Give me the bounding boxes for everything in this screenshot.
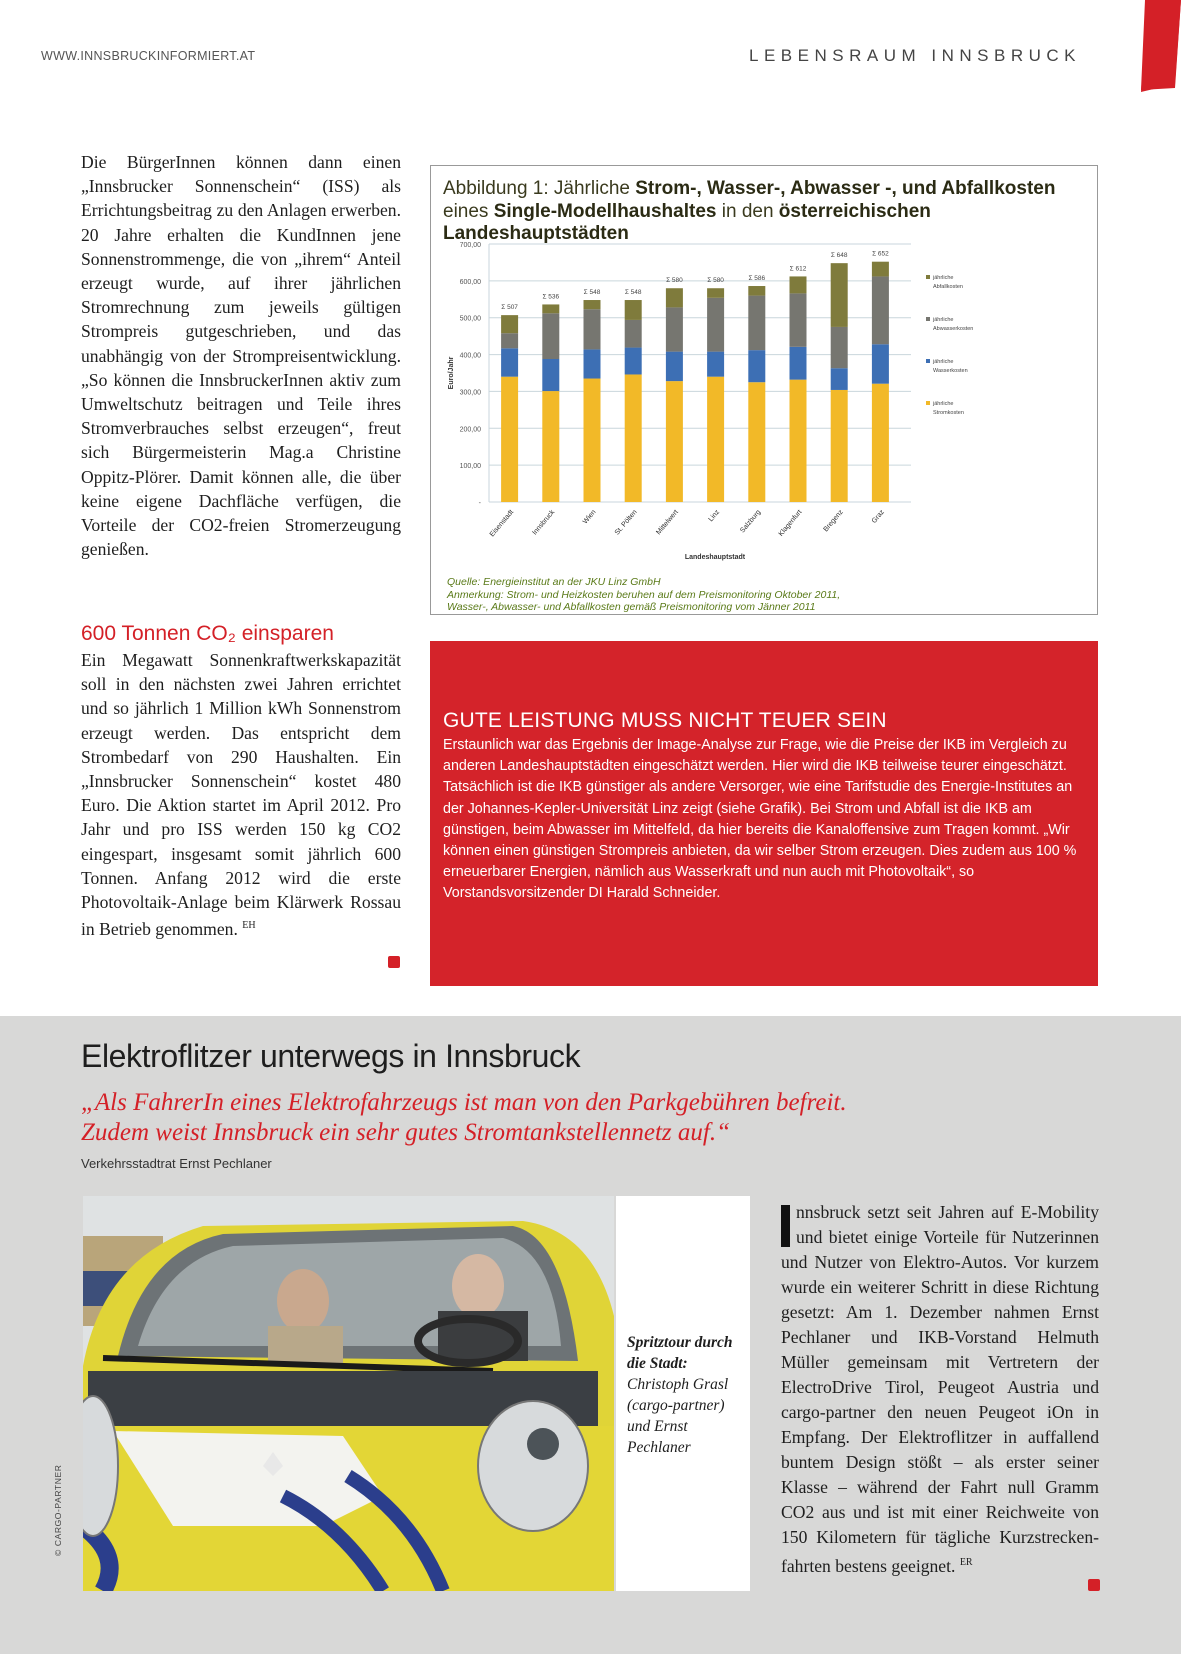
bar-total-label: Σ 548 (624, 289, 642, 297)
y-tick-label: 400,00 (459, 352, 481, 360)
cost-comparison-chart (430, 165, 1098, 615)
bar-segment (584, 309, 601, 349)
photo-caption-box (616, 1196, 750, 1591)
bar-segment (831, 368, 848, 390)
infobox-body: Erstaunlich war das Ergebnis der Image-Analyse zur Frage, wie die Preise der IKB im Vergleich zu anderen Landeshauptstädten eingeschätzt werden. Hier wird die IKB teilweise teurer eingeschätzt. Tatsächlich ist die IKB günstiger als andere Versorger, wie eine Tarifstudie des Energie-Institutes an der Johannes-Kepler-Universität Linz zeigt (siehe Grafik). Bei Strom und Abfall ist die IKB am günstigen, beim Abwasser im Mittelfeld, da hier bereits die Kanaloffensive zum Tragen kommt. „Wir können einen günstigen Strompreis anbieten, da wir selber Strom erzeugen. Dies zudem aus 100 % erneuerbarer Energien, nämlich aus Wasserkraft und nun auch mit Photovoltaik“, so Vorstandsvorsitzender DI Harald Schneider. (443, 737, 1077, 902)
bar-segment (666, 307, 683, 351)
bar-total-label: Σ 648 (830, 252, 848, 260)
car-illustration (83, 1196, 614, 1591)
bar-segment (872, 276, 889, 344)
bar-segment (501, 377, 518, 502)
paragraph: Ein Megawatt Sonnenkraftwerkskapazität soll in den nächsten zwei Jahren errichtet und so jährlich 1 Million kWh Sonnenstrom erzeugt werden. Das entspricht dem Strombedarf von 290 Haushalten. Ein „Innsbrucker Sonnenschein“ kostet 480 Euro. Die Aktion startet im April 2012. Pro Jahr und pro ISS werden 150 kg CO2 eingespart, insgesamt somit jährlich 600 Tonnen. Anfang 2012 wird die erste Photovoltaik-Anlage beim Klärwerk Rossau in Betrieb genommen. (81, 650, 401, 940)
stacked-bar-chart (431, 221, 1097, 576)
bar-segment (748, 286, 765, 296)
bar-segment (542, 391, 559, 502)
y-axis-label: Euro/Jahr (448, 356, 455, 390)
legend-label: Abwasserkosten (933, 326, 974, 332)
bar-segment (501, 315, 518, 333)
x-tick-label: Salzburg (739, 508, 763, 535)
legend-label: jährliche (933, 359, 954, 365)
bar-segment (790, 276, 807, 293)
bar-segment (625, 348, 642, 375)
bar-segment (790, 380, 807, 502)
bar-total-label: Σ 580 (666, 277, 683, 285)
paragraph: Die BürgerInnen können dann einen „Innsbrucker Sonnenschein“ (ISS) als Errichtungsbeitrag zu den Anlagen erwerben. 20 Jahre erhalten die KundInnen jene Sonnenstrommenge, die von „ihrem“ Anteil erzeugt wurde, auf ihrer jährlichen Stromrechnung zum jeweils gültigen Strompreis gutgeschrieben, und das unabhängig von der Strompreisentwicklung. „So können die InnsbruckerInnen aktiv zum Umweltschutz beitragen und Teile ihres Stromverbrauches selbst erzeugen“, freut sich Bürgermeisterin Mag.a Christine Oppitz-Plörer. Damit können alle, die über keine eigene Dachfläche verfügen, die Vorteile der CO2-freien Stromerzeugung genießen. (81, 152, 401, 560)
photo-caption (627, 1332, 747, 1458)
bar-segment (831, 327, 848, 368)
quote-author: Verkehrsstadtrat Ernst Pechlaner (81, 1156, 272, 1171)
bar-segment (748, 350, 765, 382)
bar-segment (542, 359, 559, 391)
bar-segment (872, 344, 889, 383)
article-emobility-body (781, 1200, 1099, 1579)
paragraph: nnsbruck setzt seit Jahren auf E-Mobility und bietet einige Vorteile für Nutzerinnen und Nutzer von Elektro-Autos. Vor kurzem wurde ein weiterer Schritt in diese Richtung gesetzt: Am 1. Dezember nahmen Ernst Pechlaner und IKB-Vorstand Helmuth Müller gemeinsam mit Vertretern der ElectroDrive Tirol, Peugeot Austria und cargo-partner den neuen Peugeot iOn in Empfang. Der Elektroflitzer in auffallend buntem Design stößt – als erster seiner Klasse – während der Fahrt null Gramm CO2 aus und ist mit einer Reichweite von 150 Kilometern für tägliche Kurzstreckenfahrten bestens geeignet. (781, 1202, 1099, 1576)
x-tick-label: Bregenz (822, 508, 845, 534)
photo-credit: © CARGO-PARTNER (53, 1464, 63, 1556)
bar-segment (501, 348, 518, 376)
bar-segment (542, 304, 559, 313)
y-tick-label: 700,00 (459, 242, 481, 249)
chart-title-part: Single-Modellhaushaltes (493, 200, 717, 222)
bar-segment (666, 288, 683, 307)
bar-segment (501, 333, 518, 348)
bar-segment (666, 352, 683, 381)
chart-source-line: Anmerkung: Strom- und Heizkosten beruhen auf dem Preismonitoring Oktober 2011, (447, 588, 841, 601)
chart-title-part: Abbildung 1: Jährliche (443, 178, 636, 199)
article-title: Elektroflitzer unterwegs in Innsbruck (81, 1038, 581, 1074)
legend-label: Stromkosten (933, 410, 964, 416)
chart-title-part: Strom-, Wasser-, Abwasser -, und Abfallkosten (635, 178, 1056, 199)
author-initials: EH (242, 920, 256, 932)
x-tick-label: Innsbruck (531, 508, 557, 537)
x-tick-label: Mittelwert (655, 508, 680, 537)
caption-text: Christoph Grasl (cargo-partner) und Ernst Pechlaner (627, 1376, 729, 1456)
x-axis-label: Landeshauptstadt (684, 554, 746, 561)
legend-label: Abfallkosten (933, 284, 963, 290)
caption-title: Spritztour durch die Stadt: (627, 1334, 733, 1372)
y-tick-label: 600,00 (459, 278, 481, 286)
chart-source-line: Quelle: Energieinstitut an der JKU Linz GmbH (447, 576, 661, 588)
bar-total-label: Σ 652 (872, 250, 889, 258)
website-url: WWW.INNSBRUCKINFORMIERT.AT (41, 49, 256, 63)
legend-label: jährliche (933, 317, 954, 323)
chart-source-note (447, 576, 840, 614)
y-tick-label: 100,00 (459, 463, 481, 471)
article-solar-paragraph-1 (81, 150, 401, 561)
pull-quote (81, 1088, 901, 1148)
y-tick-label: 300,00 (459, 389, 481, 397)
drop-cap-I (781, 1205, 790, 1247)
legend-label: jährliche (933, 275, 954, 281)
x-tick-label: Eisenstadt (488, 508, 516, 539)
legend-label: jährliche (933, 401, 954, 407)
bar-segment (584, 300, 601, 309)
car-photo (83, 1196, 614, 1591)
bar-segment (872, 384, 889, 502)
bar-segment (707, 288, 724, 298)
bar-segment (707, 352, 724, 377)
bar-segment (831, 263, 848, 327)
bar-segment (666, 381, 683, 502)
chart-title-part: eines (443, 200, 494, 222)
y-tick-label: 500,00 (459, 315, 481, 323)
bar-segment (542, 313, 559, 359)
page-number-tab (1095, 0, 1181, 92)
section-title: LEBENSRAUM INNSBRUCK (749, 46, 1081, 65)
legend-swatch (926, 401, 930, 405)
bar-segment (790, 347, 807, 380)
bar-segment (707, 298, 724, 352)
bar-segment (625, 374, 642, 502)
y-tick-label: - (478, 500, 481, 507)
chart-title-part: österreichischen Landeshauptstädten (443, 200, 931, 244)
bar-segment (625, 300, 642, 320)
y-tick-label: 200,00 (459, 426, 481, 434)
legend-swatch (926, 275, 930, 279)
chart-title-part: in den (716, 200, 779, 222)
page-number: 15 (1114, 45, 1135, 65)
article-end-mark (388, 956, 400, 968)
bar-segment (584, 379, 601, 502)
bar-segment (625, 320, 642, 348)
quote-line: Zudem weist Innsbruck ein sehr gutes Stromtankstellennetz auf.“ (81, 1119, 731, 1146)
article-solar-paragraph-2 (81, 648, 401, 941)
quote-line: „Als FahrerIn eines Elektrofahrzeugs ist man von den Parkgebühren befreit. (81, 1089, 847, 1116)
bar-total-label: Σ 536 (542, 293, 560, 301)
bar-total-label: Σ 507 (501, 304, 518, 312)
infobox-title: GUTE LEISTUNG MUSS NICHT TEUER SEIN (443, 709, 887, 732)
bar-total-label: Σ 548 (583, 289, 601, 297)
x-tick-label: Graz (870, 508, 886, 525)
bar-total-label: Σ 580 (707, 277, 724, 285)
author-initials: ER (959, 1557, 973, 1568)
article-end-mark (1088, 1579, 1100, 1591)
x-tick-label: Klagenfurt (777, 508, 804, 538)
bar-segment (831, 390, 848, 502)
legend-swatch (926, 359, 930, 363)
x-tick-label: Wien (581, 508, 598, 526)
bar-total-label: Σ 586 (748, 275, 766, 283)
x-tick-label: Linz (707, 508, 722, 524)
legend-swatch (926, 317, 930, 321)
bar-segment (790, 293, 807, 346)
bar-segment (707, 377, 724, 502)
x-tick-label: St. Pölten (613, 508, 639, 537)
bar-segment (584, 349, 601, 378)
infobox (430, 641, 1098, 986)
bar-total-label: Σ 612 (789, 265, 807, 273)
bar-segment (748, 296, 765, 351)
legend-label: Wasserkosten (933, 368, 968, 374)
bar-segment (872, 262, 889, 277)
subheading-co2: 600 Tonnen CO₂ einsparen (81, 622, 334, 645)
bar-segment (748, 382, 765, 502)
chart-source-line: Wasser-, Abwasser- und Abfallkosten gemäß Preismonitoring vom Jänner 2011 (447, 601, 816, 613)
